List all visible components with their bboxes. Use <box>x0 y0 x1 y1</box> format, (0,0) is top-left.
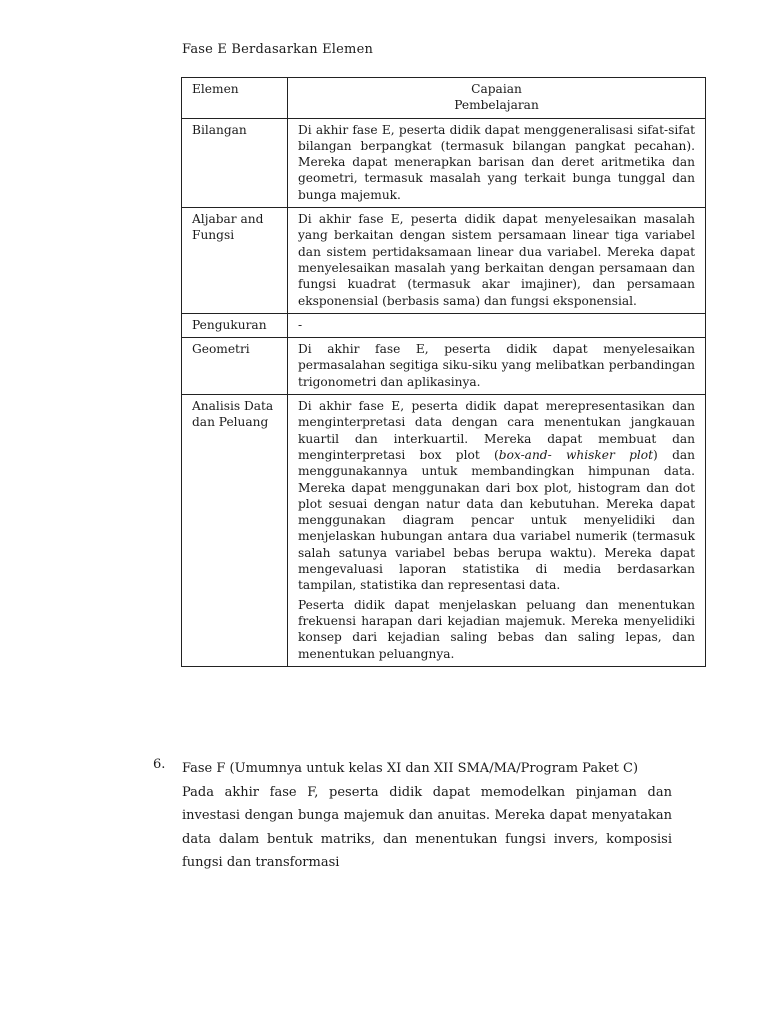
table-row <box>182 118 706 207</box>
capaian-cell <box>288 395 706 667</box>
table-header-row <box>182 78 706 119</box>
italic-term: box-and- whisker plot <box>498 447 654 462</box>
capaian-text <box>298 317 695 333</box>
header-elemen: Elemen <box>182 78 288 119</box>
capaian-cell <box>288 313 706 337</box>
capaian-paragraph: - <box>298 317 303 332</box>
elemen-cell: Bilangan <box>182 118 288 207</box>
table-row <box>182 395 706 667</box>
table-row <box>182 338 706 395</box>
capaian-cell <box>288 208 706 314</box>
item-6 <box>182 757 672 875</box>
header-capaian-line1: Capaian <box>471 82 522 96</box>
capaian-table <box>181 77 706 667</box>
elemen-cell: Geometri <box>182 338 288 395</box>
capaian-paragraph: Di akhir fase E, peserta didik dapat menggeneralisasi sifat-sifat bilangan berpangkat (termasuk bilangan pangkat pecahan). Mereka dapat menerapkan barisan dan deret aritmetika dan geometri, termasuk masalah yang terkait bunga tunggal dan bunga majemuk. <box>298 122 695 202</box>
capaian-text <box>298 122 695 203</box>
table-row <box>182 208 706 314</box>
capaian-paragraph: Di akhir fase E, peserta didik dapat menyelesaikan masalah yang berkaitan dengan sistem persamaan linear tiga variabel dan sistem pertidaksamaan linear dua variabel. Mereka dapat menyelesaikan masalah yang berkaitan dengan persamaan dan fungsi kuadrat (termasuk akar imajiner), dan persamaan eksponensial (berbasis sama) dan fungsi eksponensial. <box>298 212 695 308</box>
capaian-text <box>298 398 695 662</box>
capaian-paragraph: Di akhir fase E, peserta didik dapat menyelesaikan permasalahan segitiga siku-siku yang melibatkan perbandingan trigonometri dan aplikasinya. <box>298 342 695 389</box>
table-row <box>182 313 706 337</box>
capaian-text <box>298 211 695 309</box>
capaian-cell <box>288 118 706 207</box>
elemen-cell: Pengukuran <box>182 313 288 337</box>
item-number: 6. <box>153 757 166 772</box>
item-text: Pada akhir fase F, peserta didik dapat memodelkan pinjaman dan investasi dengan bunga majemuk dan anuitas. Mereka dapat menyatakan data dalam bentuk matriks, dan menentukan fungsi invers, komposisi fungsi dan transformasi <box>182 784 672 870</box>
item-title: Fase F (Umumnya untuk kelas XI dan XII SMA/MA/Program Paket C) <box>182 761 639 776</box>
capaian-paragraph: Peserta didik dapat menjelaskan peluang dan menentukan frekuensi harapan dari kejadian majemuk. Mereka menyelidiki konsep dari kejadian saling bebas dan saling lepas, dan menentukan peluangnya. <box>298 597 695 661</box>
header-capaian <box>288 78 706 119</box>
header-capaian-line2: Pembelajaran <box>454 98 539 113</box>
capaian-cell <box>288 338 706 395</box>
capaian-paragraph: Di akhir fase E, peserta didik dapat merepresentasikan dan menginterpretasi data dengan cara menentukan jangkauan kuartil dan interkuartil. Mereka dapat membuat dan menginterpretasi box plot (box-and- whisker plot) dan menggunakannya untuk membandingkan himpunan data. Mereka dapat menggunakan dari box plot, histogram dan dot plot sesuai dengan natur data dan kebutuhan. Mereka dapat menggunakan diagram pencar untuk menyelidiki dan menjelaskan hubungan antara dua variabel numerik (termasuk salah satunya variabel bebas berupa waktu). Mereka dapat mengevaluasi laporan statistika di media berdasarkan tampilan, statistika dan representasi data. <box>298 399 695 593</box>
table-body <box>182 118 706 666</box>
section-title: Fase E Berdasarkan Elemen <box>182 42 374 57</box>
capaian-text <box>298 341 695 390</box>
elemen-cell: Analisis Data dan Peluang <box>182 395 288 667</box>
elemen-cell: Aljabar and Fungsi <box>182 208 288 314</box>
